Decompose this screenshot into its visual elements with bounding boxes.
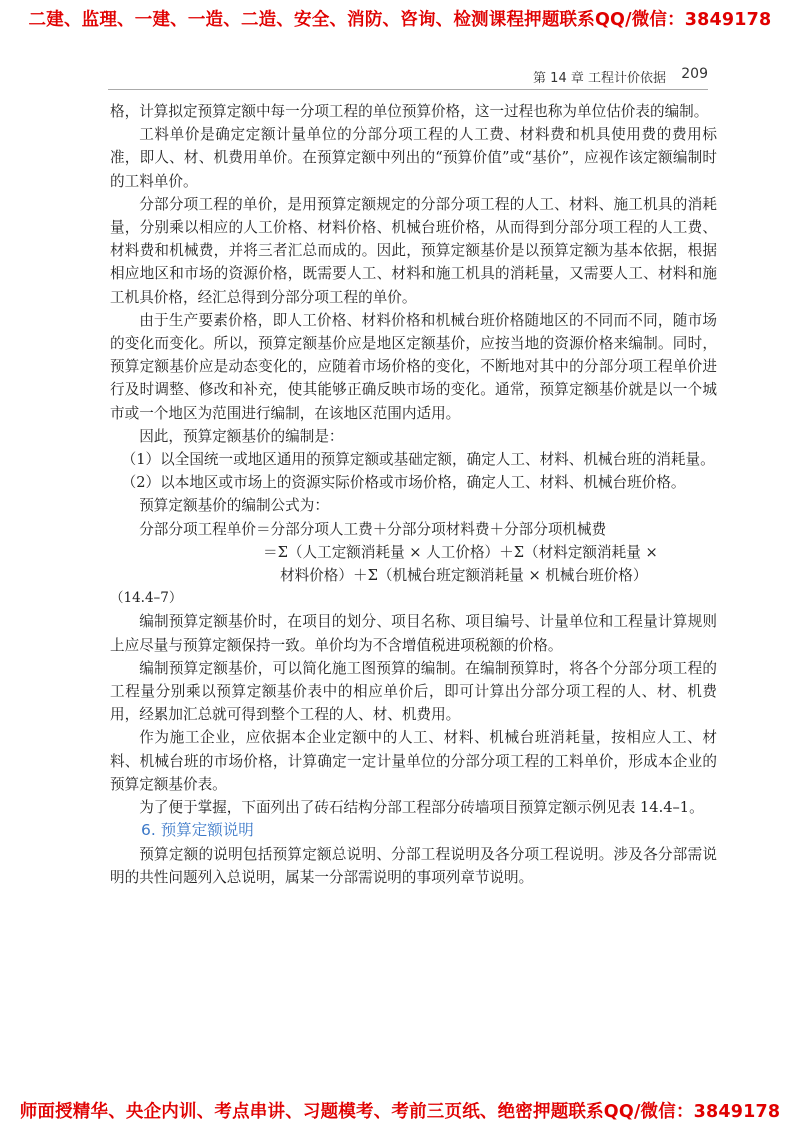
top-ad-banner: 二建、监理、一建、一造、二造、安全、消防、咨询、检测课程押题联系QQ/微信：3849178 [28,10,772,30]
paragraph-6: 预算定额基价的编制公式为： [139,497,329,515]
paragraph-10: 为了便于掌握，下面列出了砖石结构分部工程部分砖墙项目预算定额示例见表 14.4–1。 [139,799,704,817]
paragraph-2: 工料单价是确定定额计量单位的分部分项工程的人工费、材料费和机具使用费的费用标准，即人、材、机费用单价。在预算定额中列出的“预算价值”或“基价”，应视作该定额编制时的工料单价。 [110,126,717,190]
bottom-ad-banner: 师面授精华、央企内训、考点串讲、习题模考、考前三页纸、绝密押题联系QQ/微信：3849178 [19,1102,781,1122]
paragraph-9: 作为施工企业，应依据本企业定额中的人工、材料、机械台班消耗量，按相应人工、材料、机械台班的市场价格，计算确定一定计量单位的分部分项工程的工料单价，形成本企业的预算定额基价表。 [110,729,717,793]
section-heading: 6. 预算定额说明 [141,821,254,840]
paragraph-11: 预算定额的说明包括预算定额总说明、分部工程说明及各分项工程说明。涉及各分部需说明的共性问题列入总说明，属某一分部需说明的事项列章节说明。 [110,845,717,886]
chapter-title: 第 14 章 工程计价依据 [533,71,666,86]
paragraph-1: 格，计算拟定预算定额中每一分项工程的单位预算价格，这一过程也称为单位估价表的编制。 [110,103,709,120]
list-item-1: （1）以全国统一或地区通用的预算定额或基础定额，确定人工、材料、机械台班的消耗量。 [121,451,715,469]
formula-line-3: 材料价格）＋Σ（机械台班定额消耗量 × 机械台班价格） [280,567,648,585]
page-number: 209 [681,66,708,82]
paragraph-4: 由于生产要素价格，即人工价格、材料价格和机械台班价格随地区的不同而不同，随市场的变化而变化。所以，预算定额基价应是地区定额基价，应按当地的资源价格来编制。同时，预算定额基价应是动态变化的，应随着市场价格的变化，不断地对其中的分部分项工程单价进行及时调整、修改和补充，使其能够正确反映市场的变化。通常，预算定额基价就是以一个城市或一个地区为范围进行编制，在该地区范围内适用。 [110,311,717,422]
page-body [110,100,717,889]
paragraph-3: 分部分项工程的单价，是用预算定额规定的分部分项工程的人工、材料、施工机具的消耗量，分别乘以相应的人工价格、材料价格、机械台班价格，从而得到分部分项工程的人工费、材料费和机械费，并将三者汇总而成的。因此，预算定额基价是以预算定额为基本依据，根据相应地区和市场的资源价格，既需要人工、材料和施工机具的消耗量，又需要人工、材料和施工机具价格，经汇总得到分部分项工程的单价。 [110,195,717,306]
paragraph-8: 编制预算定额基价，可以简化施工图预算的编制。在编制预算时，将各个分部分项工程的工程量分别乘以预算定额基价表中的相应单价后，即可计算出分部分项工程的人、材、机费用，经累加汇总就可得到整个工程的人、材、机费用。 [110,659,717,724]
list-item-2: （2）以本地区或市场上的资源实际价格或市场价格，确定人工、材料、机械台班价格。 [121,474,686,492]
paragraph-5: 因此，预算定额基价的编制是： [139,427,344,445]
running-header [108,67,708,90]
formula-number: （14.4–7） [110,590,183,607]
formula-line-2: ＝Σ（人工定额消耗量 × 人工价格）＋Σ（材料定额消耗量 × [263,543,658,561]
formula-line-1: 分部分项工程单价＝分部分项人工费＋分部分项材料费＋分部分项机械费 [139,520,607,538]
paragraph-7: 编制预算定额基价时，在项目的划分、项目名称、项目编号、计量单位和工程量计算规则上应尽量与预算定额保持一致。单价均为不含增值税进项税额的价格。 [110,613,717,654]
